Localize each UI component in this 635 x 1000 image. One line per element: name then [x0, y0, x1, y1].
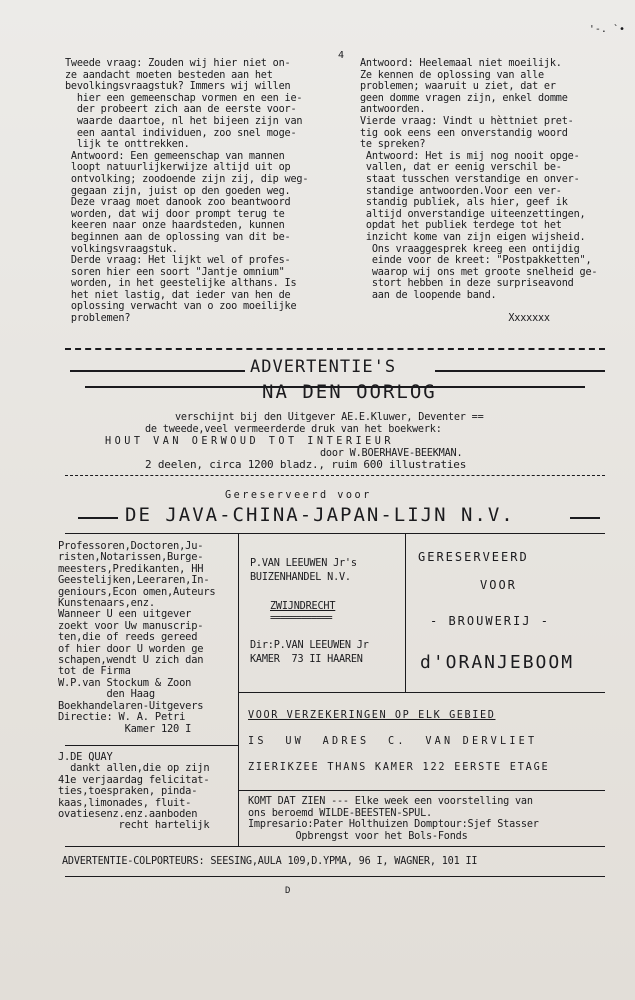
text-line: te spreken?: [360, 139, 426, 151]
grid-h-left: [65, 745, 238, 746]
text-line: Ze kennen de oplossing van alle: [360, 69, 544, 81]
text-line: soren hier een soort "Jantje omnium": [65, 266, 285, 278]
text-line: kaas,limonades, fluit-: [58, 796, 192, 809]
text-line: oplossing verwacht van o zoo moeilijke: [65, 301, 297, 313]
stockum-ad: [58, 541, 215, 735]
text-line: standig publiek, als hier, geef ik: [360, 197, 568, 209]
text-line: den Haag: [58, 688, 155, 701]
text-line: Kamer 120 I: [58, 722, 192, 735]
text-line: Professoren,Doctoren,Ju-: [58, 540, 204, 552]
gereserveerd-voor: Gereserveerd voor: [225, 490, 372, 501]
text-line: ties,toespraken, pinda-: [58, 785, 198, 798]
text-line: vallen, dat er eenig verschil be-: [360, 162, 562, 174]
divider-top: [65, 348, 605, 350]
text-line: Vierde vraag: Vindt u hèttniet pret-: [360, 115, 574, 127]
grid-vertical-right: [405, 534, 406, 692]
colporteurs-line: ADVERTENTIE-COLPORTEURS: SEESING,AULA 109,D.YPMA, 96 I, WAGNER, 101 II: [62, 856, 478, 867]
rule-left: [70, 370, 245, 372]
text-line: bevolkingsvraagstuk? Immers wij willen: [65, 81, 291, 93]
show-ad: [248, 796, 539, 842]
text-line: keeren naar onze haardsteden, kunnen: [65, 220, 285, 232]
java-china-japan-lijn: DE JAVA-CHINA-JAPAN-LIJN N.V.: [125, 504, 515, 526]
grid-h-1: [239, 692, 605, 693]
text-line: Geestelijken,Leeraren,In-: [58, 574, 210, 587]
text-line: W.P.van Stockum & Zoon: [58, 676, 192, 689]
text-line: Directie: W. A. Petri: [58, 711, 186, 724]
text-line: staat tusschen verstandige en onver-: [360, 173, 580, 185]
leeuwen-director: Dir:P.VAN LEEUWEN Jr: [250, 640, 369, 651]
book-name: HOUT VAN OERWOUD TOT INTERIEUR: [105, 436, 395, 447]
text-line: KOMT DAT ZIEN --- Elke week een voorstelling van: [248, 796, 533, 807]
text-line: ovatiesenz.enz.aanboden: [58, 808, 198, 821]
text-line: Ons vraaggesprek kreeg een ontijdig: [360, 243, 580, 255]
text-line: der probeert zich aan de eerste voor-: [65, 104, 297, 116]
text-line: 41e verjaardag felicitat-: [58, 773, 210, 786]
text-line: Impresario:Pater Holthuizen Domptour:Sjef Stasser: [248, 819, 539, 831]
publisher-line: verschijnt bij den Uitgever AE.E.Kluwer, Deventer ==: [175, 412, 484, 423]
text-line: waarop wij ons met groote snelheid ge-: [360, 266, 598, 278]
text-line: beginnen aan de oplossing van dit be-: [65, 231, 291, 243]
leeuwen-address: KAMER 73 II HAAREN: [250, 654, 363, 665]
text-line: worden, dat wij door prompt terug te: [65, 208, 285, 220]
bottom-mark: D: [285, 886, 291, 896]
text-line: loopt natuurlijkerwijze altijd uit op: [65, 162, 291, 174]
text-line: tot de Firma: [58, 665, 131, 678]
grid-top: [65, 533, 605, 534]
text-line: Kunstenaars,enz.: [58, 597, 155, 610]
text-line: Derde vraag: Het lijkt wel of profes-: [65, 255, 291, 267]
text-line: opdat het publiek terdege tot het: [360, 220, 562, 232]
grid-bottom: [65, 876, 605, 877]
text-line: meesters,Predikanten, HH: [58, 562, 204, 575]
text-line: ze aandacht moeten besteden aan het: [65, 69, 273, 81]
text-line: risten,Notarissen,Burge-: [58, 551, 204, 564]
rule-right: [435, 370, 605, 372]
oranjeboom-brouwerij: - BROUWERIJ -: [430, 614, 550, 628]
text-line: Xxxxxxx: [360, 313, 550, 325]
text-line: J.DE QUAY: [58, 751, 113, 763]
na-den-oorlog-title: NA DEN OORLOG: [262, 381, 437, 403]
volumes-line: 2 deelen, circa 1200 bladz., ruim 600 illustraties: [145, 458, 467, 471]
text-line: hier een gemeenschap vormen en een ie-: [65, 92, 303, 104]
text-line: standige antwoorden.Voor een ver-: [360, 185, 562, 197]
text-line: geniours,Econ omen,Auteurs: [58, 585, 216, 598]
oranjeboom-name: d'ORANJEBOOM: [420, 652, 575, 673]
text-line: lijk te onttrekken.: [65, 139, 190, 151]
advertenties-heading: ADVERTENTIE'S: [250, 357, 397, 377]
insurance-line-1: VOOR VERZEKERINGEN OP ELK GEBIED: [248, 710, 496, 721]
text-line: of hier door U worden ge: [58, 642, 204, 655]
text-line: Antwoord: Het is mij nog nooit opge-: [360, 150, 580, 162]
insurance-line-3: ZIERIKZEE THANS KAMER 122 EERSTE ETAGE: [248, 762, 550, 773]
text-line: het niet lastig, dat ieder van hen de: [65, 289, 291, 301]
edition-line: de tweede,veel vermeerderde druk van het boekwerk:: [145, 424, 442, 435]
text-line: waarde daartoe, nl het bijeen zijn van: [65, 115, 303, 127]
divider-mid: [65, 475, 605, 476]
text-line: tig ook eens een onverstandig woord: [360, 127, 568, 139]
leeuwen-underline: ============: [270, 613, 332, 624]
text-line: Boekhandelaren-Uitgevers: [58, 699, 204, 712]
text-line: antwoorden.: [360, 104, 426, 116]
text-line: dankt allen,die op zijn: [58, 762, 210, 775]
article-right-column: [360, 58, 597, 325]
text-line: Opbrengst voor het Bols-Fonds: [248, 830, 468, 842]
text-line: zoekt voor Uw manuscrip-: [58, 619, 204, 632]
leeuwen-name: P.VAN LEEUWEN Jr's: [250, 558, 357, 569]
grid-vertical-left: [238, 534, 239, 846]
oranjeboom-reserved: GERESERVEERD: [418, 550, 529, 564]
text-line: Antwoord: Heelemaal niet moeilijk.: [360, 58, 562, 69]
leeuwen-city: ZWIJNDRECHT: [270, 601, 336, 612]
java-rule-left: [78, 517, 118, 519]
text-line: stort hebben in deze surpriseavond: [360, 278, 574, 290]
text-line: schapen,wendt U zich dan: [58, 654, 204, 667]
text-line: gegaan zijn, juist op den goeden weg.: [65, 185, 291, 197]
insurance-line-2: IS UW ADRES C. VAN DERVLIET: [248, 736, 538, 747]
java-rule-right: [570, 517, 600, 519]
text-line: recht hartelijk: [58, 819, 210, 832]
text-line: ten,die of reeds gereed: [58, 631, 198, 644]
text-line: inzicht kome van zijn eigen wijsheid.: [360, 231, 586, 243]
text-line: Antwoord: Een gemeenschap van mannen: [65, 150, 285, 162]
text-line: problemen; waaruit u ziet, dat er: [360, 81, 556, 93]
grid-h-2: [239, 790, 605, 791]
text-line: problemen?: [65, 313, 131, 325]
text-line: geen domme vragen zijn, enkel domme: [360, 92, 568, 104]
text-line: een aantal individuen, zoo snel moge-: [65, 127, 297, 139]
corner-marks: '-. `•: [588, 24, 625, 35]
text-line: ontvolking; zoodoende zijn zij, dip weg-: [65, 173, 309, 185]
article-left-column: [65, 58, 308, 325]
text-line: Deze vraag moet danook zoo beantwoord: [65, 197, 291, 209]
text-line: einde voor de kreet: "Postpakketten",: [360, 255, 592, 267]
grid-h-bottom: [65, 846, 605, 847]
text-line: altijd onverstandige uiteenzettingen,: [360, 208, 586, 220]
text-line: worden, in het geestelijke althans. Is: [65, 278, 297, 290]
text-line: [360, 301, 597, 313]
text-line: Wanneer U een uitgever: [58, 608, 192, 621]
quay-ad: [58, 752, 209, 832]
author-line: door W.BOERHAVE-BEEKMAN.: [320, 448, 463, 459]
text-line: volkingsvraagstuk.: [65, 243, 178, 255]
page-number: 4: [338, 50, 345, 61]
text-line: Tweede vraag: Zouden wij hier niet on-: [65, 58, 291, 69]
text-line: ons beroemd WILDE-BEESTEN-SPUL.: [248, 807, 432, 819]
oranjeboom-voor: VOOR: [480, 578, 517, 592]
text-line: aan de loopende band.: [360, 289, 497, 301]
leeuwen-shop: BUIZENHANDEL N.V.: [250, 572, 351, 583]
